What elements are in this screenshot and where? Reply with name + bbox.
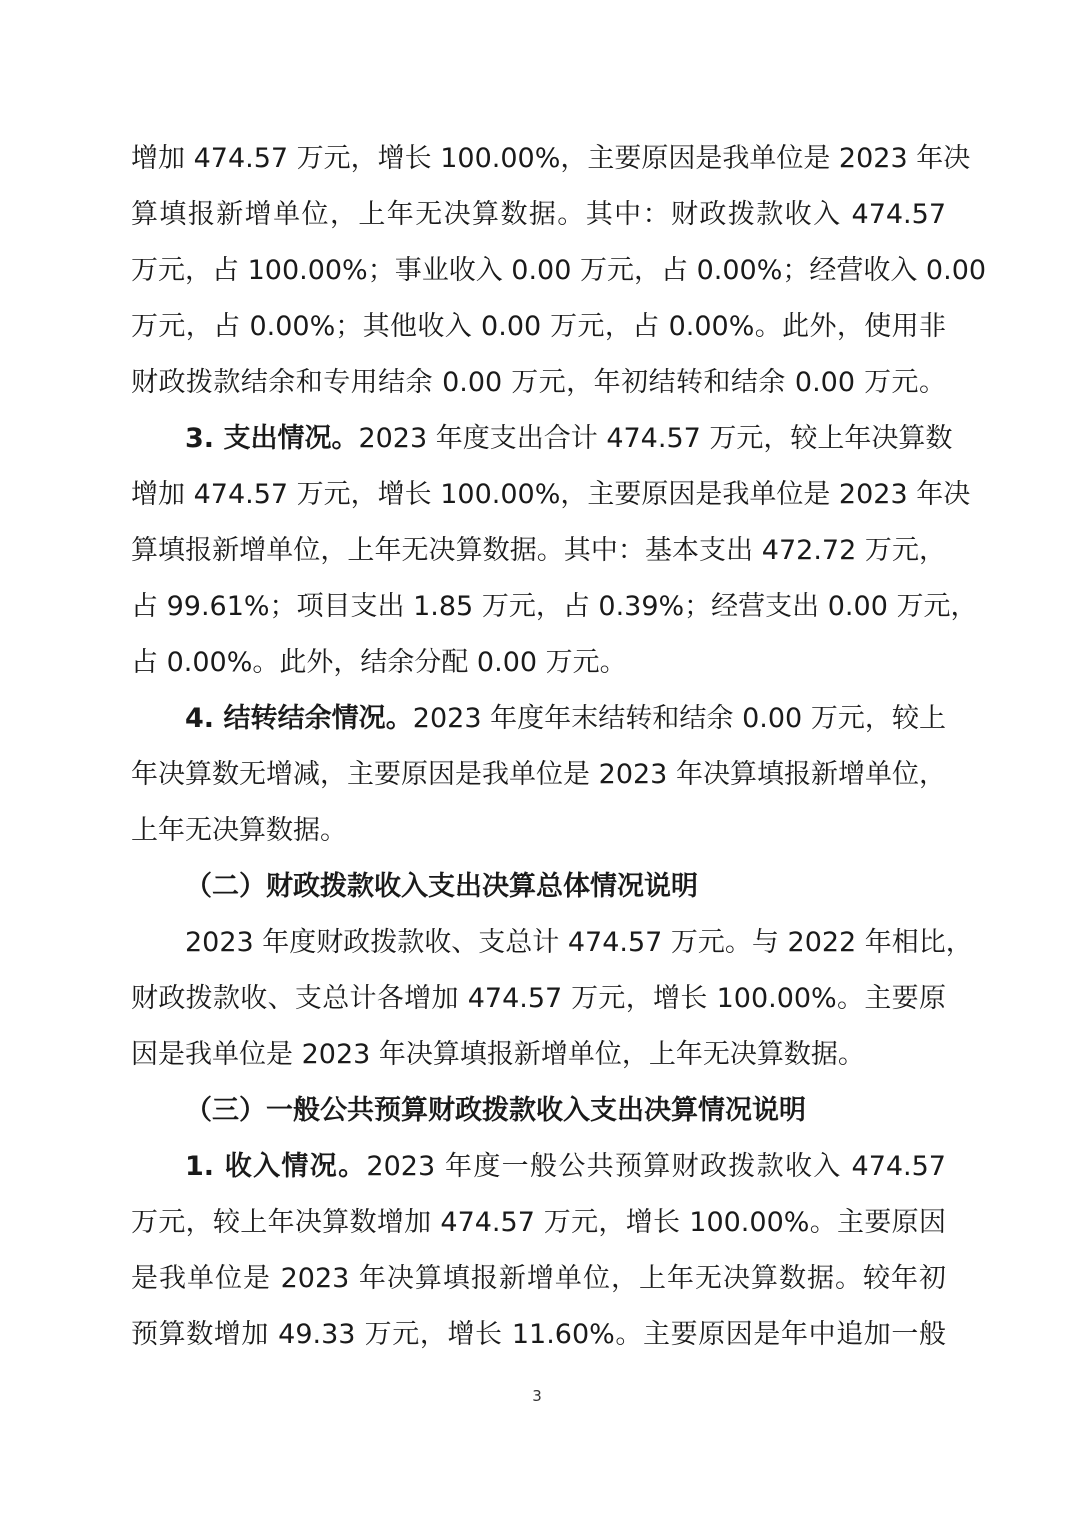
text-line: 万元，占 100.00%；事业收入 0.00 万元，占 0.00%；经营收入 0.00 bbox=[131, 255, 987, 286]
text-line: 增加 474.57 万元，增长 100.00%，主要原因是我单位是 2023 年决 bbox=[131, 479, 971, 510]
section-4-label: 4. 结转结余情况。 bbox=[185, 703, 413, 734]
section-3-label: 3. 支出情况。 bbox=[185, 423, 359, 454]
text-line: 万元，占 0.00%；其他收入 0.00 万元，占 0.00%。此外，使用非 bbox=[131, 311, 946, 342]
section-3-text: 2023 年度支出合计 474.57 万元，较上年决算数 bbox=[358, 423, 953, 454]
text-line: 因是我单位是 2023 年决算填报新增单位，上年无决算数据。 bbox=[131, 1039, 865, 1070]
text-line: 预算数增加 49.33 万元，增长 11.60%。主要原因是年中追加一般 bbox=[131, 1319, 946, 1350]
text-line: 年决算数无增减，主要原因是我单位是 2023 年决算填报新增单位， bbox=[131, 759, 946, 790]
section-4-text: 2023 年度年末结转和结余 0.00 万元，较上 bbox=[412, 703, 947, 734]
section-1-label: 1. 收入情况。 bbox=[185, 1151, 367, 1182]
text-line: 财政拨款收、支总计各增加 474.57 万元，增长 100.00%。主要原 bbox=[131, 983, 946, 1014]
section-4-first-line bbox=[185, 691, 946, 747]
text-line: 算填报新增单位，上年无决算数据。其中：基本支出 472.72 万元， bbox=[131, 535, 946, 566]
text-line: 是我单位是 2023 年决算填报新增单位，上年无决算数据。较年初 bbox=[131, 1263, 946, 1294]
page-number: 3 bbox=[532, 1387, 542, 1405]
text-line: 占 99.61%；项目支出 1.85 万元，占 0.39%；经营支出 0.00 万元， bbox=[131, 591, 978, 622]
section-heading-2: （二）财政拨款收入支出决算总体情况说明 bbox=[185, 871, 698, 902]
section-heading-3: （三）一般公共预算财政拨款收入支出决算情况说明 bbox=[185, 1095, 806, 1126]
text-line: 上年无决算数据。 bbox=[131, 815, 347, 846]
section-3-first-line bbox=[185, 411, 953, 467]
section-1-text: 2023 年度一般公共预算财政拨款收入 474.57 bbox=[366, 1151, 946, 1182]
text-line: 万元，较上年决算数增加 474.57 万元，增长 100.00%。主要原因 bbox=[131, 1207, 946, 1238]
section-1-first-line bbox=[185, 1139, 946, 1195]
text-line: 2023 年度财政拨款收、支总计 474.57 万元。与 2022 年相比， bbox=[185, 927, 973, 958]
text-line: 占 0.00%。此外，结余分配 0.00 万元。 bbox=[131, 647, 627, 678]
text-line: 增加 474.57 万元，增长 100.00%，主要原因是我单位是 2023 年决 bbox=[131, 143, 971, 174]
text-line: 算填报新增单位，上年无决算数据。其中：财政拨款收入 474.57 bbox=[131, 199, 946, 230]
text-line: 财政拨款结余和专用结余 0.00 万元，年初结转和结余 0.00 万元。 bbox=[131, 367, 946, 398]
